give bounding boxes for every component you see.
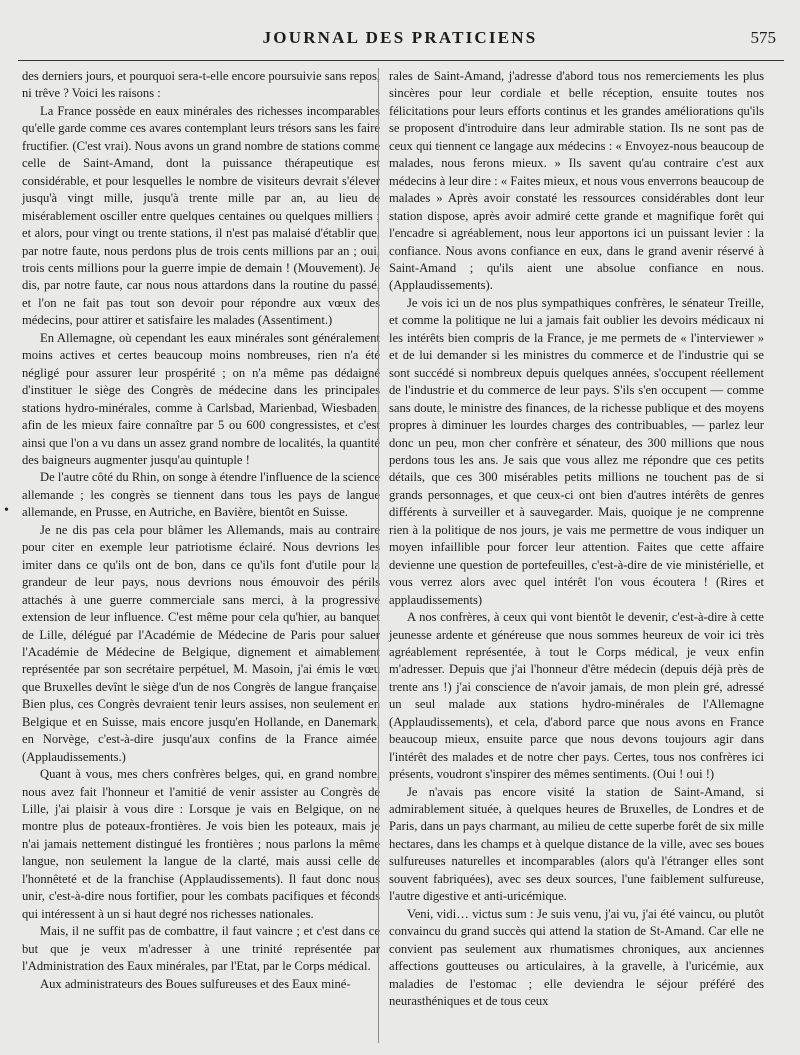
paragraph: des derniers jours, et pourquoi sera-t-elle encore poursuivie sans repos, ni trêve ? Voici les raisons : [22,69,380,101]
paragraph: Quant à vous, mes chers confrères belges, qui, en grand nombre, nous avez fait l'honneur et l'amitié de venir assister au Congrès de Lille, j'ai plaisir à vous dire : Lorsque je vais en Belgique, on ne montre plus de poteaux-frontières. Je vois bien les poteaux, mais je n'ai jamais nettement distingué les frontières ; nous parlons la même langue, non seulement la langue de la clarté, mais aussi celle de l'honnêteté et de la franchise (Applaudissements). Il faut donc nous unir, c'est-à-dire nous fortifier, pour les combats pacifiques et féconds qui intéressent à un si haut degré nos richesses nationales. [22,767,380,921]
paragraph: Je vois ici un de nos plus sympathiques confrères, le sénateur Treille, et comme la politique ne lui a jamais fait oublier les devoirs médicaux ni les intérêts bien compris de la France, je me permets de « l'interviewer » et de lui demander si les ministres du commerce et de l'industrie qui se sont succédé si nombreux depuis quelques années, s'occupent réellement de l'industrie et du commerce de leur pays. S'ils s'en occupent — comme sans doute, le ministre des finances, de la richesse publique et des moyens propres à diminuer les lourdes charges des contribuables, — parlez leur donc un peu, mon cher confrère et sénateur, des 300 millions que nous perdons tous les ans. Je sais que vous allez me répondre que ces petits détails, que ces 300 misérables petits millions ne touchent pas de si grands personnages, et que ceux-ci ont bien d'autres intérêts de genres différents à surveiller et à sauvegarder. Mais, quoique je ne comprenne rien à la politique de nos jours, je vais me permettre de vous indiquer un moyen infaillible pour forcer leur attention. Faites que cette affaire devienne une question de portefeuilles, c'est-à-dire de vie ministérielle, et vous verrez alors avec quel intérêt l'on vous écoutera ! (Rires et applaudissements) [389,295,764,607]
paragraph: De l'autre côté du Rhin, on songe à étendre l'influence de la science allemande ; les congrès se tiennent dans tous les pays de langue allemande, en Prusse, en Autriche, en Bavière, bientôt en Suisse. [22,470,380,520]
column-divider [378,68,379,1043]
paragraph: A nos confrères, à ceux qui vont bientôt le devenir, c'est-à-dire à cette jeunesse ardente et généreuse que nous sommes heureux de voir ici très agréablement représentée, à tout le Corps médical, je veux enfin m'adresser. Depuis que j'ai l'honneur d'être médecin (depuis déjà près de trente ans !) j'ai conscience de n'avoir jamais, de mon plein gré, adressé un seul malade aux stations hydro-minérales de l'Allemagne (Applaudissements), et cela, d'abord parce que nous avons en France beaucoup mieux, ensuite parce que nous devons toujours agir dans l'intérêt des malades et de notre cher pays. Certes, tous nos confrères ici présents, voudront s'inspirer des mêmes sentiments. (Oui ! oui !) [389,610,764,782]
paragraph: Je ne dis pas cela pour blâmer les Allemands, mais au contraire pour citer en exemple leur patriotisme éclairé. Nous devrions les imiter dans ce qu'ils ont de bon, dans ce qu'ils font d'utile pour la grandeur de leur pays, nous devrions nous émouvoir des périls attachés à une guerre commerciale sans merci, à la progressive extension de leur influence. C'est même pour cela qu'hier, au banquet de Lille, délégué par l'Académie de Médecine de Paris pour saluer l'Académie de Médecine de Belgique, dignement et aimablement représentée par son secrétaire perpétuel, M. Masoin, j'ai émis le vœu que Bruxelles devînt le siège d'un de nos Congrès de langue française. Bien plus, ces Congrès devraient tenir leurs assises, non seulement en Belgique et en Suisse, mais encore jusqu'en Hollande, en Danemark, en Norvège, c'est-à-dire jusqu'aux confins de la France aimée. (Applaudissements.) [22,522,380,764]
right-column [389,68,764,1010]
page-header [0,28,800,52]
paragraph: Aux administrateurs des Boues sulfureuses et des Eaux miné- [40,976,351,991]
paragraph: Mais, il ne suffit pas de combattre, il faut vaincre ; et c'est dans ce but que je veux m'adresser à une trinité représentée par l'Administration des Eaux minérales, par l'Etat, par le Corps médical. [22,924,380,974]
paragraph: La France possède en eaux minérales des richesses incomparables qu'elle garde comme ces avares contemplant leurs trésors sans les faire fructifier. (C'est vrai). Nous avons un grand nombre de stations comme celle de Saint-Amand, dont la puissance thérapeutique est considérable, et pour lesquelles le nombre de visiteurs devrait s'élever jusqu'à vingt mille, jusqu'à trente mille par an, au lieu de misérablement osciller entre quelques centaines ou quelques milliers ; et alors, pour vingt ou trente stations, il n'est pas malaisé d'établir que, par notre faute, nous perdons plus de trois cents millions par an ; oui, trois cents millions pour la guerre impie de demain ! (Mouvement). Je dis, par notre faute, car nous nous attardons dans la routine du passé, et l'on ne fait pas tout son devoir pour répondre aux vœux des médecins, pour attirer et satisfaire les malades (Assentiment.) [22,103,380,328]
margin-mark: • [4,503,9,518]
paragraph: En Allemagne, où cependant les eaux minérales sont généralement moins actives et certes beaucoup moins nombreuses, rien n'a été négligé pour assurer leur prospérité ; on n'a même pas dédaigné d'instituer le siège des Congrès de médecine dans les principales stations hydro-minérales, comme à Carlsbad, Marienbad, Wiesbaden, afin de les mieux faire connaître par 5 ou 600 congressistes, et c'est ainsi que l'on a vu dans un assez grand nombre de localités, la quantité des baigneurs augmenter jusqu'au quintuple ! [22,330,380,467]
left-column [22,68,380,993]
paragraph: Veni, vidi… victus sum : Je suis venu, j'ai vu, j'ai été vaincu, ou plutôt convaincu du grand succès qui attend la station de St-Amand. Car elle ne convient pas seulement aux rhumatismes chroniques, aux anciennes affections goutteuses ou articulaires, à la gravelle, à l'uricémie, aux maladies de l'estomac ; elle deviendra le séjour préféré des neurasthéniques et de tous ceux [389,906,764,1009]
paragraph: rales de Saint-Amand, j'adresse d'abord tous nos remerciements les plus sincères pour leur cordiale et belle réception, ensuite toutes nos félicitations pour leurs efforts continus et les grandes améliorations qu'ils se proposent d'introduire dans leur admirable station. Ils ne sont pas de ceux qui tiennent ce langage aux médecins : « Envoyez-nous beaucoup de malades, nous ferons mieux. » Ils savent qu'au contraire c'est aux médecins à leur dire : « Faites mieux, et nous vous enverrons beaucoup de malades » Après avoir constaté les ressources considérables dont leur station dispose, après avoir admiré cette grande et magnifique forêt qui l'encadre si agréablement, nous leur apportons ici un puissant levier : la confiance. Nous avons confiance en eux, dans le grand avenir réservé à Saint-Amand ; qu'ils aient une absolue confiance en nous. (Applaudissements). [389,69,764,293]
header-rule [18,60,784,61]
paragraph: Je n'avais pas encore visité la station de Saint-Amand, si admirablement située, à quelques heures de Bruxelles, de Londres et de Paris, dans un pays charmant, au milieu de cette superbe forêt de six mille hectares, dans les champs et à quelque distance de la ville, avec ses boues sulfureuses naturelles et incomparables (alors qu'à l'étranger elles sont souvent fabriquées), avec ses deux sources, l'une faiblement sulfureuse, l'autre digestive et anti-uricémique. [389,784,764,904]
page-number: 575 [750,28,776,47]
running-title: JOURNAL DES PRATICIENS [262,28,538,47]
